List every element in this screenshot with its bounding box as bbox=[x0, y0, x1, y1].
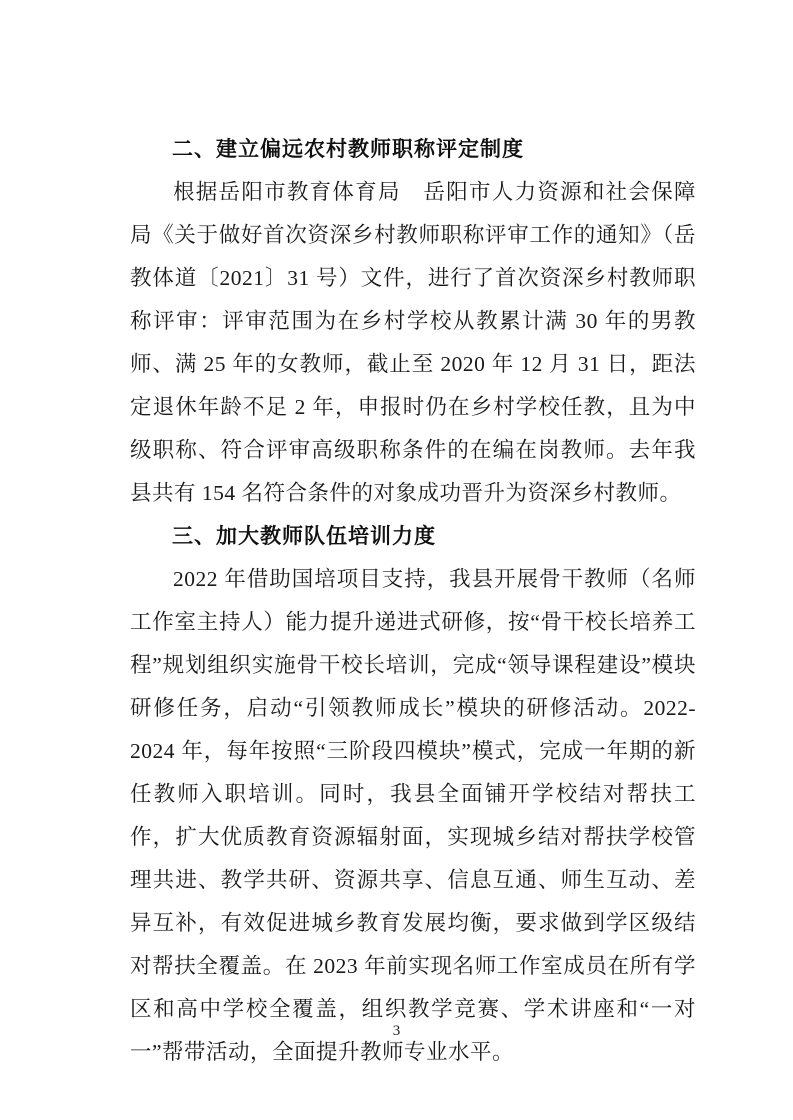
document-body bbox=[130, 128, 696, 1074]
page-number: 3 bbox=[392, 1023, 401, 1039]
section-3-paragraph: 2022 年借助国培项目支持，我县开展骨干教师（名师工作室主持人）能力提升递进式研修，按“骨干校长培养工程”规划组织实施骨干校长培训，完成“领导课程建设”模块研修任务，启动“引领教师成长”模块的研修活动。2022-2024 年，每年按照“三阶段四模块”模式，完成一年期的新任教师入职培训。同时，我县全面铺开学校结对帮扶工作，扩大优质教育资源辐射面，实现城乡结对帮扶学校管理共进、教学共研、资源共享、信息互通、师生互动、差异互补，有效促进城乡教育发展均衡，要求做到学区级结对帮扶全覆盖。在 2023 年前实现名师工作室成员在所有学区和高中学校全覆盖，组织教学竞赛、学术讲座和“一对一”帮带活动，全面提升教师专业水平。 bbox=[130, 567, 696, 1064]
section-heading-3: 三、加大教师队伍培训力度 bbox=[172, 525, 436, 548]
page-footer bbox=[0, 1022, 793, 1040]
section-heading-2: 二、建立偏远农村教师职称评定制度 bbox=[172, 138, 524, 161]
section-2-paragraph: 根据岳阳市教育体育局 岳阳市人力资源和社会保障局《关于做好首次资深乡村教师职称评审工作的通知》（岳教体道〔2021〕31 号）文件，进行了首次资深乡村教师职称评审：评审范围为在乡村学校从教累计满 30 年的男教师、满 25 年的女教师，截止至 2020 年 12 月 31 日，距法定退休年龄不足 2 年，申报时仍在乡村学校任教，且为中级职称、符合评审高级职称条件的在编在岗教师。去年我县共有 154 名符合条件的对象成功晋升为资深乡村教师。 bbox=[130, 180, 696, 505]
